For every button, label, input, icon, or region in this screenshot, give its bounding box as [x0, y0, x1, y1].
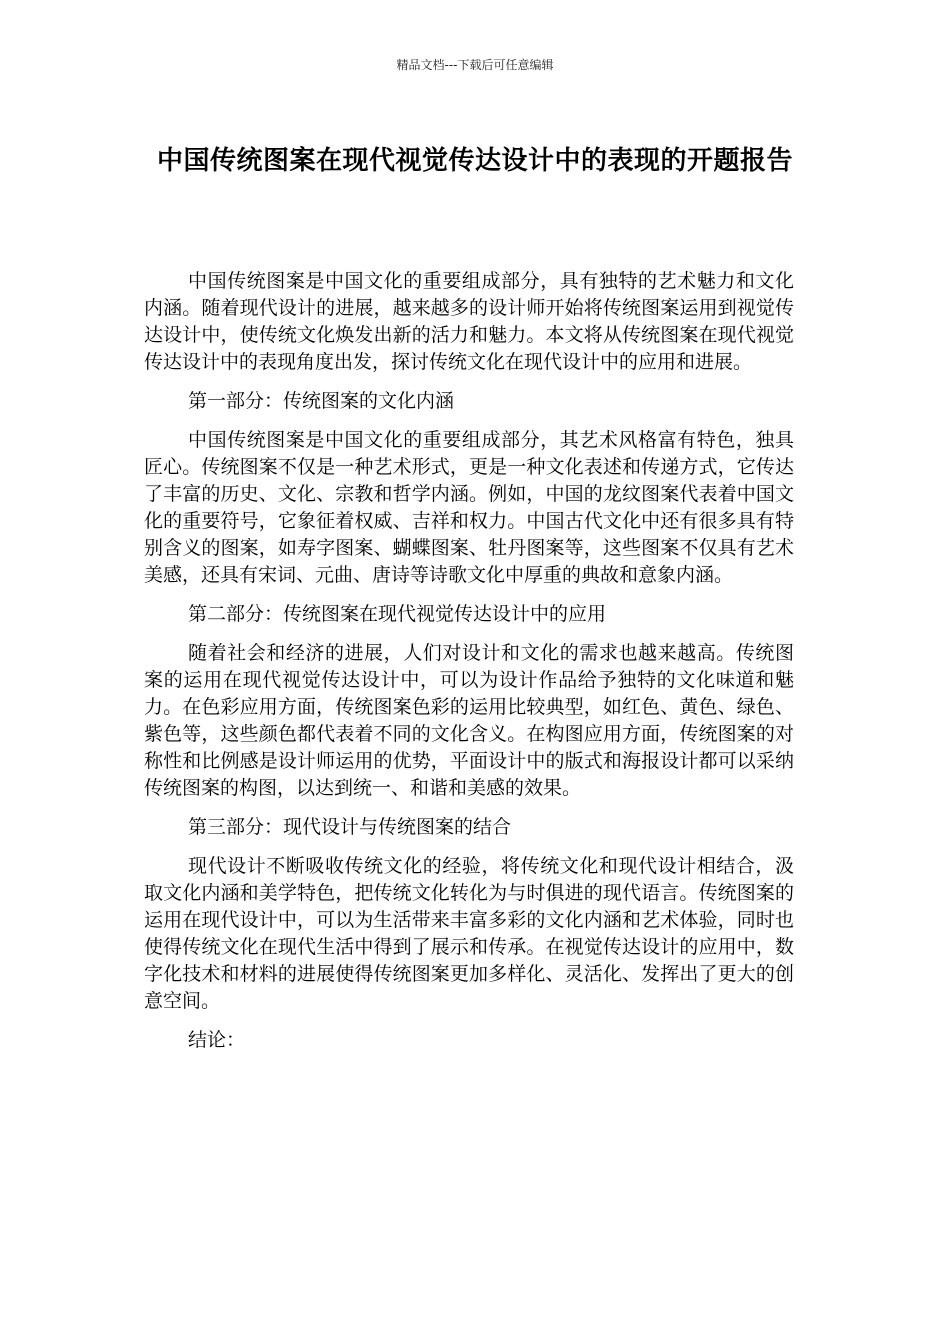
part1-heading: 第一部分：传统图案的文化内涵 — [188, 390, 455, 412]
part2-paragraph: 随着社会和经济的进展，人们对设计和文化的需求也越来越高。传统图案的运用在现代视觉传达设计中，可以为设计作品给予独特的文化味道和魅力。在色彩应用方面，传统图案色彩的运用比较典型，如红色、黄色、绿色、紫色等，这些颜色都代表着不同的文化含义。在构图应用方面，传统图案的对称性和比例感是设计师运用的优势，平面设计中的版式和海报设计都可以采纳传统图案的构图，以达到统一、和谐和美感的效果。 — [144, 642, 794, 799]
part3-paragraph: 现代设计不断吸收传统文化的经验，将传统文化和现代设计相结合，汲取文化内涵和美学特色，把传统文化转化为与时俱进的现代语言。传统图案的运用在现代设计中，可以为生活带来丰富多彩的文化内涵和艺术体验，同时也使得传统文化在现代生活中得到了展示和传承。在视觉传达设计的应用中，数字化技术和材料的进展使得传统图案更加多样化、灵活化、发挥出了更大的创意空间。 — [144, 855, 794, 1012]
intro-paragraph: 中国传统图案是中国文化的重要组成部分，具有独特的艺术魅力和文化内涵。随着现代设计的进展，越来越多的设计师开始将传统图案运用到视觉传达设计中，使传统文化焕发出新的活力和魅力。本文将从传统图案在现代视觉传达设计中的表现角度出发，探讨传统文化在现代设计中的应用和进展。 — [144, 270, 794, 373]
part1-paragraph: 中国传统图案是中国文化的重要组成部分，其艺术风格富有特色，独具匠心。传统图案不仅是一种艺术形式，更是一种文化表述和传递方式，它传达了丰富的历史、文化、宗教和哲学内涵。例如，中国的龙纹图案代表着中国文化的重要符号，它象征着权威、吉祥和权力。中国古代文化中还有很多具有特别含义的图案，如寿字图案、蝴蝶图案、牡丹图案等，这些图案不仅具有艺术美感，还具有宋词、元曲、唐诗等诗歌文化中厚重的典故和意象内涵。 — [144, 429, 794, 586]
conclusion-heading: 结论： — [188, 1029, 246, 1051]
part2-heading: 第二部分：传统图案在现代视觉传达设计中的应用 — [188, 603, 607, 625]
part3-heading: 第三部分：现代设计与传统图案的结合 — [188, 816, 512, 838]
header-note: 精品文档---下载后可任意编辑 — [396, 58, 554, 72]
document-title: 中国传统图案在现代视觉传达设计中的表现的开题报告 — [156, 146, 793, 176]
document-body — [144, 268, 794, 1066]
